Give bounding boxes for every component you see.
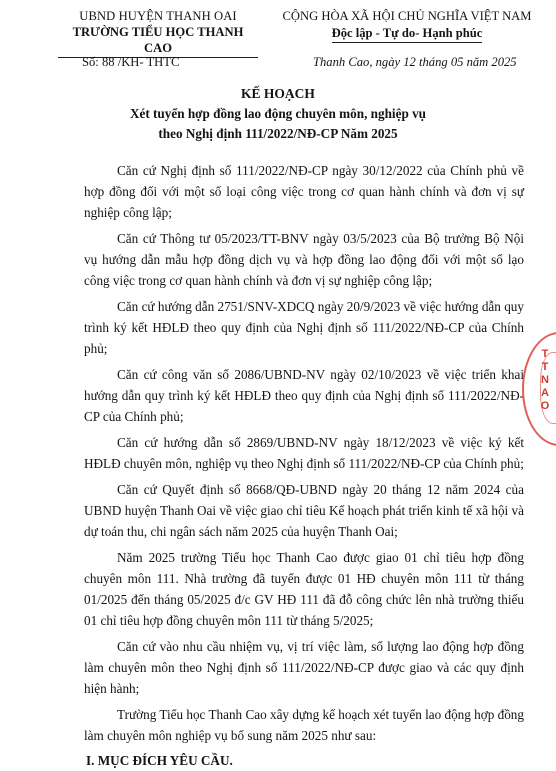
intro-paragraph: Trường Tiểu học Thanh Cao xây dựng kế hoạch xét tuyển lao động hợp đồng làm chuyên môn nghiệp vụ bổ sung năm 2025 như sau: [84, 707, 524, 744]
subtitle-line-1: Xét tuyển hợp đồng lao động chuyên môn, nghiệp vụ [129, 106, 427, 121]
section-heading: I. MỤC ĐÍCH YÊU CẦU. [86, 752, 233, 768]
basis-paragraph: Căn cứ vào nhu cầu nhiệm vụ, vị trí việc làm, số lượng lao động hợp đồng làm chuyên môn theo Nghị định số 111/2022/NĐ-CP được giao và các quy định hiện hành; [84, 639, 524, 697]
basis-paragraph: Căn cứ Quyết định số 8668/QĐ-UBND ngày 20 tháng 12 năm 2024 của UBND huyện Thanh Oai về việc giao chỉ tiêu Kế hoạch phát triển kinh tế xã hội và dự toán thu, chi ngân sách năm 2025 của huyện Thanh Oai; [84, 481, 524, 540]
document-body [84, 160, 524, 771]
parent-organization: UBND HUYỆN THANH OAI [79, 9, 237, 23]
document-title: KẾ HOẠCH [241, 86, 315, 101]
basis-paragraph: Căn cứ công văn số 2086/UBND-NV ngày 02/10/2023 về việc triển khai hướng dẫn quy trình ký kết HĐLĐ theo quy định của Nghị định số 111/2022/NĐ-CP của Chính phủ; [84, 367, 524, 425]
red-seal-lettering: T T N A O [540, 348, 550, 412]
national-motto: Độc lập - Tự do- Hạnh phúc [332, 25, 483, 43]
basis-paragraph: Căn cứ hướng dẫn 2751/SNV-XDCQ ngày 20/9/2023 về việc hướng dẫn quy trình ký kết HĐLĐ theo quy định của Nghị định số 111/2022/NĐ-CP của Chính phủ; [84, 299, 524, 357]
place-and-date: Thanh Cao, ngày 12 tháng 05 năm 2025 [313, 55, 517, 69]
national-motto-block [262, 8, 552, 43]
school-name: TRƯỜNG TIỂU HỌC THANH CAO [58, 24, 258, 58]
issuing-organization-block [58, 8, 258, 58]
basis-paragraph: Căn cứ Nghị định số 111/2022/NĐ-CP ngày 30/12/2022 của Chính phủ về hợp đồng đối với một số loại công việc trong cơ quan hành chính và đơn vị sự nghiệp công lập; [84, 163, 524, 221]
basis-paragraph: Căn cứ hướng dẫn số 2869/UBND-NV ngày 18/12/2023 về việc ký kết HĐLĐ chuyên môn, nghiệp vụ theo Nghị định số 111/2022/NĐ-CP của Chính phủ; [84, 435, 524, 472]
document-number: Số: 88 /KH- THTC [82, 55, 180, 69]
subtitle-line-2: theo Nghị định 111/2022/NĐ-CP Năm 2025 [158, 126, 398, 141]
document-subtitle [0, 104, 556, 144]
basis-paragraph: Căn cứ Thông tư 05/2023/TT-BNV ngày 03/5/2023 của Bộ trưởng Bộ Nội vụ hướng dẫn mẫu hợp đồng dịch vụ và hợp đồng lao động đối với một số lạo công việc trong cơ quan hành chính và đơn vị sự nghiệp công lập; [84, 231, 524, 289]
country-name: CỘNG HÒA XÃ HỘI CHỦ NGHĨA VIỆT NAM [282, 9, 532, 23]
context-paragraph: Năm 2025 trường Tiểu học Thanh Cao được giao 01 chỉ tiêu hợp đồng chuyên môn 111. Nhà trường đã tuyển được 01 HĐ chuyên môn 111 từ tháng 01/2025 đến tháng 05/2025 đ/c GV HĐ 111 đã đỗ công chức lên nhà trường thiếu 01 chỉ tiêu hợp đồng chuyên môn 111 từ tháng 5/2025; [84, 549, 524, 629]
